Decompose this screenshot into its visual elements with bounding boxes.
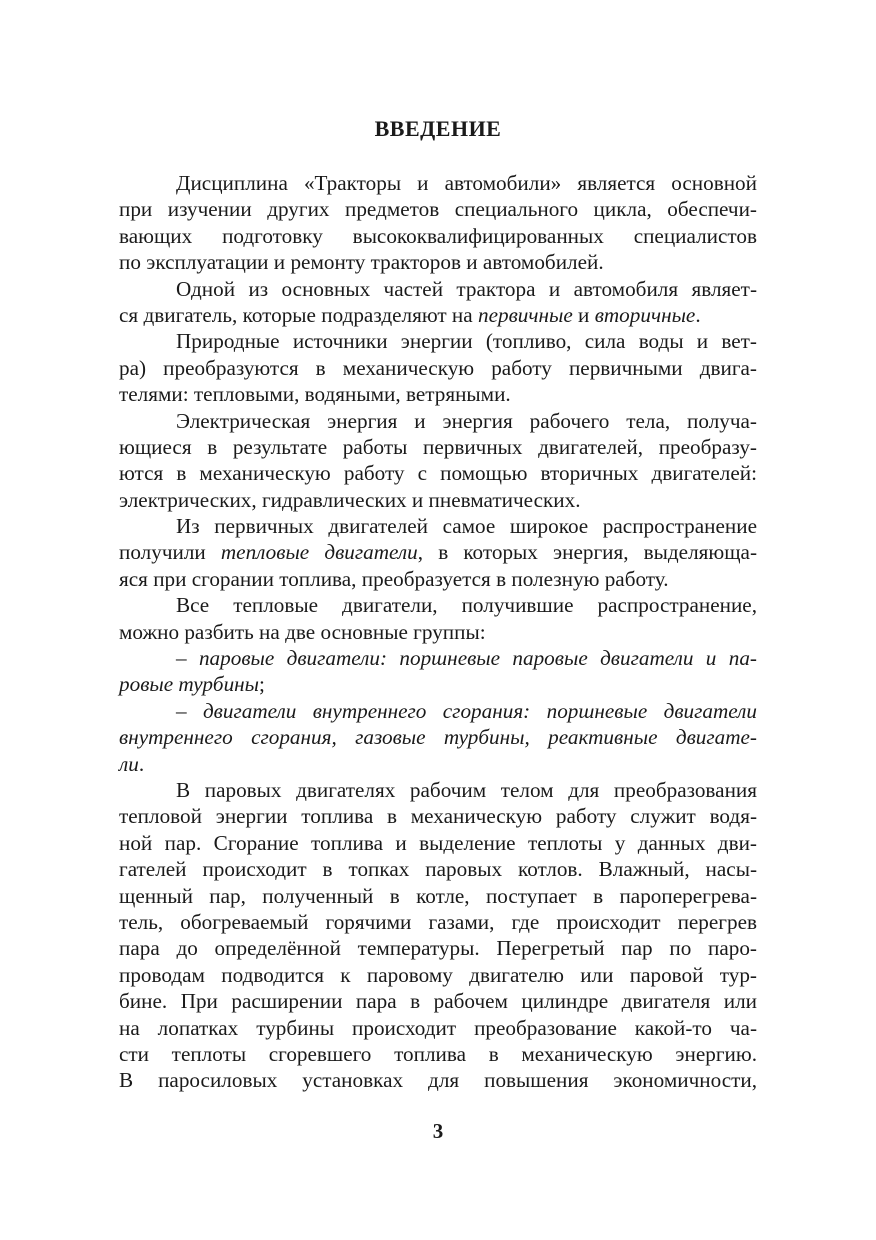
text-line: В паросиловых установках для повышения экономичности, [119,1068,757,1093]
text-line: Одной из основных частей трактора и автомобиля являет- [176,276,757,301]
text-line: В паровых двигателях рабочим телом для преобразования [176,777,757,802]
text-line [119,751,757,777]
text-line [119,671,757,697]
text-line: Дисциплина «Тракторы и автомобили» является основной [176,171,757,195]
text-line: – двигатели внутреннего сгорания: поршневые двигатели [176,698,757,723]
text-line [119,539,757,565]
text-segment: ; [259,672,265,697]
text-line: по эксплуатации и ремонту тракторов и автомобилей. [119,250,604,275]
italic-term: вторичные [594,302,696,327]
text-segment: получили [119,540,221,565]
text-line: телями: тепловыми, водяными, ветряными. [119,382,511,407]
text-line: Природные источники энергии (топливо, сила воды и вет- [176,329,757,354]
text-line: проводам подводится к паровому двигателю или паровой тур- [119,962,757,987]
italic-term: первичные [477,302,573,327]
text-line: ющиеся в результате работы первичных двигателей, преобразу- [119,434,757,459]
page-number: 3 [432,1119,444,1143]
page-title: ВВЕДЕНИЕ [374,116,502,141]
italic-term: ли [119,751,139,776]
text-line: гателей происходит в топках паровых котлов. Влажный, насы- [119,857,757,882]
italic-term: тепловые двигатели [220,540,418,565]
body-text [119,170,757,1094]
italic-term: ровые турбины [119,672,260,697]
text-line: при изучении других предметов специального цикла, обеспечи- [119,197,757,222]
text-line: бине. При расширении пара в рабочем цилиндре двигателя или [119,989,757,1014]
text-line [119,302,757,328]
text-segment: , в которых энергия, выделяюща- [417,540,757,565]
text-line: Все тепловые двигатели, получившие распространение, [176,593,757,618]
text-line: тепловой энергии топлива в механическую работу служит водя- [119,804,757,829]
text-segment: ся двигатель, которые подразделяют на [119,302,478,327]
text-line: Электрическая энергия и энергия рабочего тела, получа- [176,408,757,433]
text-line: яся при сгорании топлива, преобразуется в полезную работу. [119,566,669,591]
text-line: ются в механическую работу с помощью вторичных двигателей: [119,461,757,486]
text-line: вающих подготовку высококвалифицированных специалистов [119,223,757,248]
text-line: сти теплоты сгоревшего топлива в механическую энергию. [119,1041,757,1066]
text-line: внутреннего сгорания, газовые турбины, реактивные двигате- [119,725,757,750]
text-segment: . [695,302,701,327]
text-line: тель, обогреваемый горячими газами, где происходит перегрев [119,909,757,934]
text-line: пара до определённой температуры. Перегретый пар по паро- [119,936,757,961]
text-segment: и [572,302,595,327]
text-line: на лопатках турбины происходит преобразование какой-то ча- [119,1015,757,1040]
text-segment: . [138,751,145,776]
text-line: электрических, гидравлических и пневматических. [119,487,581,512]
text-line: можно разбить на две основные группы: [119,619,486,644]
text-line: щенный пар, полученный в котле, поступает в пароперегрева- [119,883,757,908]
text-line: – паровые двигатели: поршневые паровые двигатели и па- [176,646,757,671]
text-line: ной пар. Сгорание топлива и выделение теплоты у данных дви- [119,830,757,855]
text-line: Из первичных двигателей самое широкое распространение [176,514,757,539]
text-line: ра) преобразуются в механическую работу первичными двига- [119,355,757,380]
